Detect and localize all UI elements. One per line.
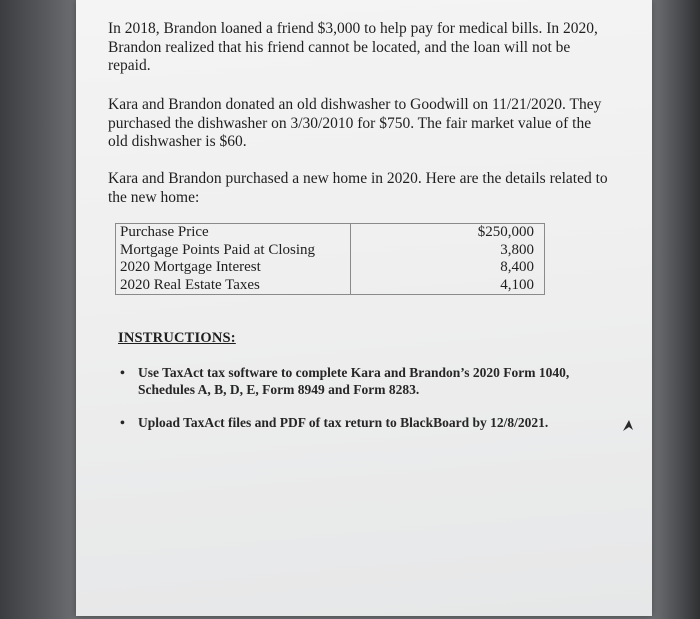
table-label-cell — [116, 224, 351, 295]
label-real-estate-taxes: 2020 Real Estate Taxes — [120, 276, 260, 293]
mouse-cursor-icon — [620, 417, 636, 433]
instruction-text: Upload TaxAct files and PDF of tax return to BlackBoard by 12/8/2021. — [138, 415, 549, 430]
paper-sheet — [76, 0, 652, 616]
label-mortgage-interest: 2020 Mortgage Interest — [120, 259, 261, 275]
paragraph-loan: In 2018, Brandon loaned a friend $3,000 to help pay for medical bills. In 2020, Brandon realized that his friend cannot be located, and the loan will not be repaid. — [108, 20, 598, 74]
label-mortgage-points: Mortgage Points Paid at Closing — [120, 241, 315, 258]
home-details-table — [115, 223, 545, 295]
background-right — [652, 0, 700, 619]
instructions-heading: INSTRUCTIONS: — [118, 330, 236, 346]
paragraph-donation: Kara and Brandon donated an old dishwasher to Goodwill on 11/21/2020. They purchased the dishwasher on 3/30/2010 for $750. The fair market value of the old dishwasher is $60. — [108, 96, 602, 150]
amount-purchase-price: $250,000 — [477, 224, 534, 240]
amount-mortgage-interest: 8,400 — [500, 259, 534, 275]
list-item — [116, 414, 596, 431]
paragraph-home: Kara and Brandon purchased a new home in 2020. Here are the details related to the new home: — [108, 170, 608, 206]
background-left — [0, 0, 76, 619]
instruction-text: Use TaxAct tax software to complete Kara and Brandon’s 2020 Form 1040, Schedules A, B, D, E, Form 8949 and Form 8283. — [138, 365, 570, 397]
bullet-icon: • — [120, 366, 125, 381]
table-row — [116, 224, 545, 295]
instructions-list — [116, 364, 596, 431]
amount-mortgage-points: 3,800 — [500, 241, 534, 258]
bullet-icon: • — [120, 416, 125, 431]
list-item — [116, 364, 596, 398]
table-amount-cell — [351, 224, 545, 295]
label-purchase-price: Purchase Price — [120, 224, 209, 240]
amount-real-estate-taxes: 4,100 — [500, 276, 534, 293]
